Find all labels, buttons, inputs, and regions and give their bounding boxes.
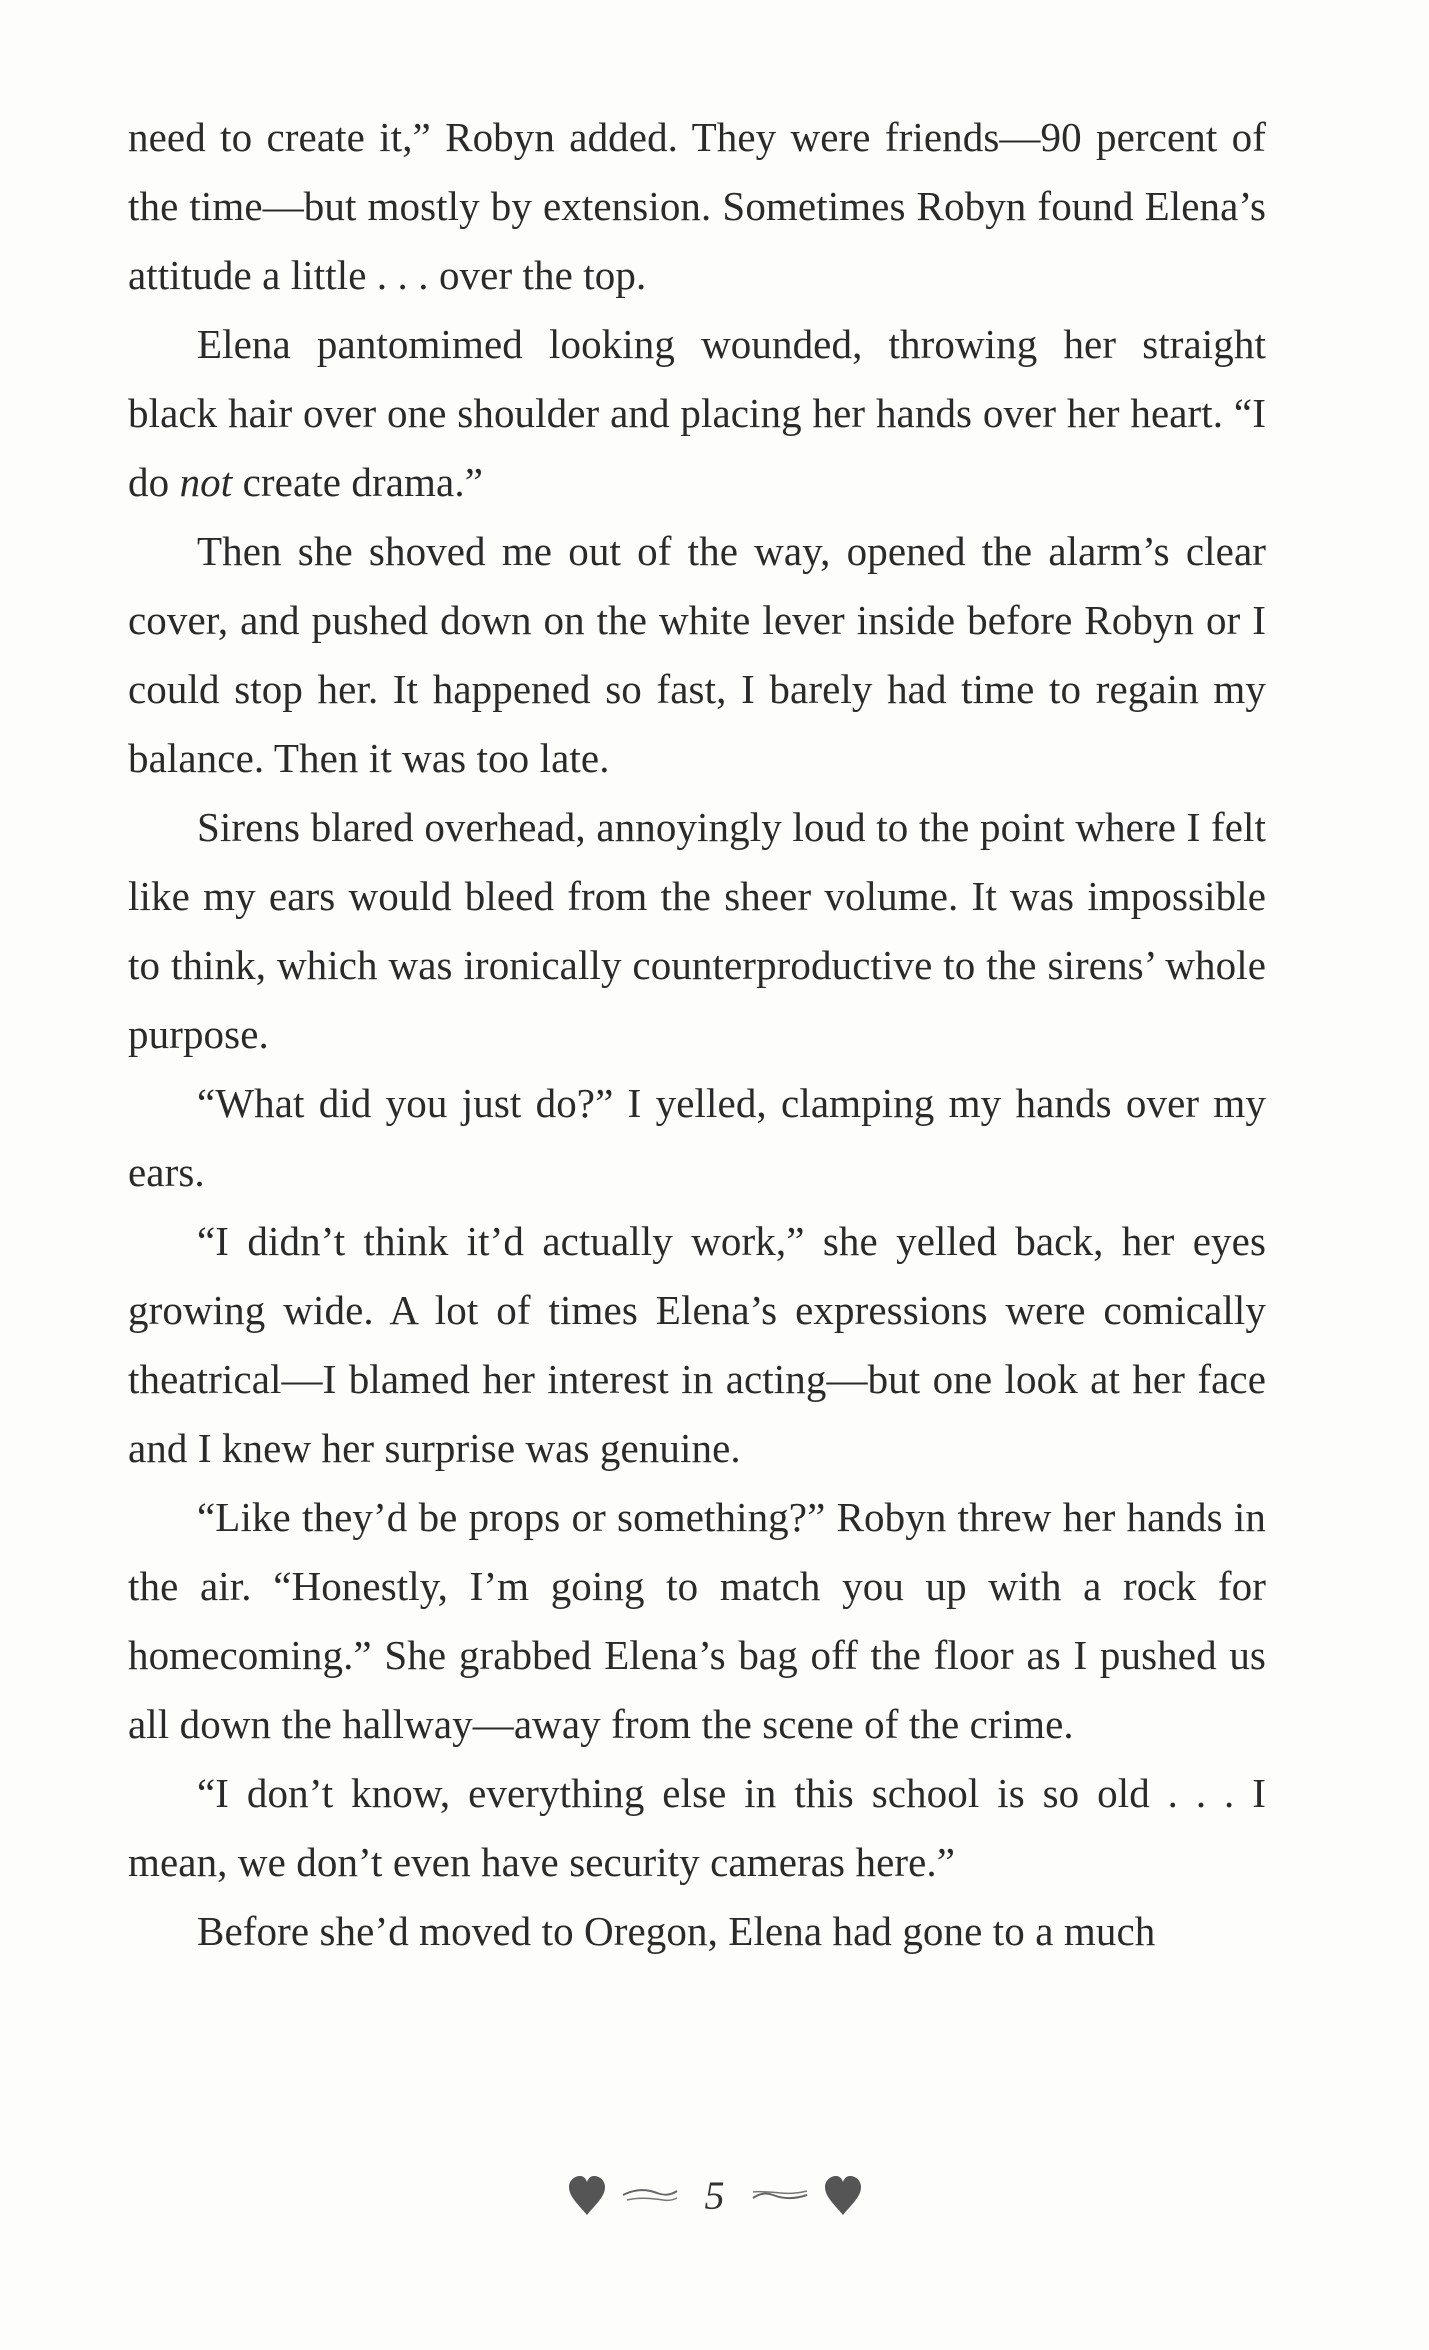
paragraph-3 [128,517,1266,793]
paragraph-1 [128,103,1266,310]
text-segment: Elena pantomimed looking wounded, throwing her straight black hair over one shoulder and placing her hands over her heart. “I do [128,321,1266,505]
emphasis-text: not [179,459,233,505]
paragraph-5 [128,1069,1266,1207]
page-footer [0,2175,1429,2217]
text-segment: “I didn’t think it’d actually work,” she yelled back, her eyes growing wide. A lot of times Elena’s expressions were comically theatrical—I blamed her interest in acting—but one look at her face and I knew her surprise was genuine. [128,1218,1266,1471]
text-segment: need to create it,” Robyn added. They were friends—90 percent of the time—but mostly by extension. Sometimes Robyn found Elena’s attitude a little . . . over the top. [128,114,1266,298]
text-segment: Before she’d moved to Oregon, Elena had gone to a much [197,1908,1156,1954]
text-segment: “I don’t know, everything else in this school is so old . . . I mean, we don’t even have security cameras here.” [128,1770,1266,1885]
text-segment: Sirens blared overhead, annoyingly loud to the point where I felt like my ears would bleed from the sheer volume. It was impossible to think, which was ironically counterproductive to the sirens’ whole purpose. [128,804,1266,1057]
text-segment: Then she shoved me out of the way, opened the alarm’s clear cover, and pushed down on the white lever inside before Robyn or I could stop her. It happened so fast, I barely had time to regain my balance. Then it was too late. [128,528,1266,781]
paragraph-7 [128,1483,1266,1759]
paragraph-9 [128,1897,1266,1966]
text-segment: “Like they’d be props or something?” Robyn threw her hands in the air. “Honestly, I’m going to match you up with a rock for homecoming.” She grabbed Elena’s bag off the floor as I pushed us all down the hallway—away from the scene of the crime. [128,1494,1266,1747]
paragraph-6 [128,1207,1266,1483]
swash-left-icon [621,2186,679,2206]
paragraph-2 [128,310,1266,517]
heart-icon [567,2175,607,2217]
page-number: 5 [704,2173,725,2218]
text-segment: create drama.” [232,459,483,505]
text-segment: “What did you just do?” I yelled, clamping my hands over my ears. [128,1080,1266,1195]
paragraph-4 [128,793,1266,1069]
paragraph-8 [128,1759,1266,1897]
heart-icon [823,2175,863,2217]
swash-right-icon [751,2186,809,2206]
body-text [128,103,1266,1966]
